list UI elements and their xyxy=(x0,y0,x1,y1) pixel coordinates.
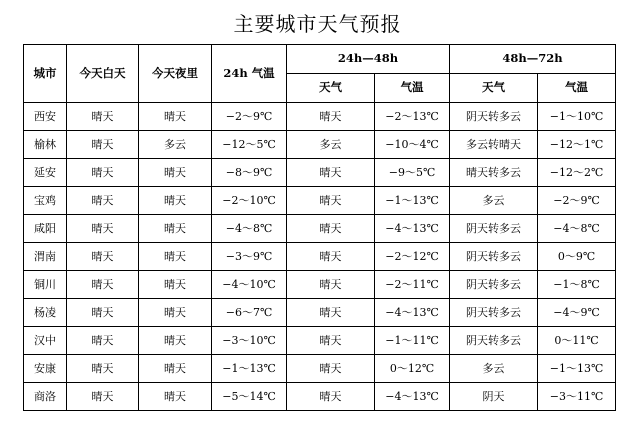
temp-48h-cell: −4～13℃ xyxy=(375,215,450,243)
city-cell: 商洛 xyxy=(24,383,67,411)
header-row-1 xyxy=(24,45,616,74)
table-row xyxy=(24,299,616,327)
temp-72h-cell: 0～9℃ xyxy=(538,243,616,271)
city-cell: 宝鸡 xyxy=(24,187,67,215)
city-cell: 咸阳 xyxy=(24,215,67,243)
weather-48h-cell: 晴天 xyxy=(287,187,375,215)
temp-24h-cell: −2～10℃ xyxy=(212,187,287,215)
today-day-cell: 晴天 xyxy=(67,243,139,271)
tonight-cell: 晴天 xyxy=(139,159,212,187)
table-row xyxy=(24,103,616,131)
temp-24h-cell: −12～5℃ xyxy=(212,131,287,159)
today-day-cell: 晴天 xyxy=(67,383,139,411)
table-row xyxy=(24,383,616,411)
weather-48h-cell: 晴天 xyxy=(287,383,375,411)
col-header-tonight: 今天夜里 xyxy=(139,45,212,103)
temp-48h-cell: −2～11℃ xyxy=(375,271,450,299)
weather-48h-cell: 晴天 xyxy=(287,215,375,243)
weather-72h-cell: 阴天转多云 xyxy=(450,215,538,243)
weather-72h-cell: 阴天转多云 xyxy=(450,243,538,271)
temp-48h-cell: −4～13℃ xyxy=(375,383,450,411)
today-day-cell: 晴天 xyxy=(67,215,139,243)
weather-72h-cell: 阴天转多云 xyxy=(450,271,538,299)
temp-24h-cell: −4～10℃ xyxy=(212,271,287,299)
weather-72h-cell: 阴天转多云 xyxy=(450,103,538,131)
tonight-cell: 多云 xyxy=(139,131,212,159)
weather-72h-cell: 多云 xyxy=(450,187,538,215)
temp-48h-cell: −4～13℃ xyxy=(375,299,450,327)
tonight-cell: 晴天 xyxy=(139,327,212,355)
today-day-cell: 晴天 xyxy=(67,103,139,131)
city-cell: 安康 xyxy=(24,355,67,383)
temp-48h-cell: −1～13℃ xyxy=(375,187,450,215)
city-cell: 铜川 xyxy=(24,271,67,299)
temp-48h-cell: −2～12℃ xyxy=(375,243,450,271)
temp-72h-cell: −1～13℃ xyxy=(538,355,616,383)
city-cell: 汉中 xyxy=(24,327,67,355)
temp-24h-cell: −3～10℃ xyxy=(212,327,287,355)
table-row xyxy=(24,243,616,271)
temp-48h-cell: −1～11℃ xyxy=(375,327,450,355)
weather-48h-cell: 晴天 xyxy=(287,243,375,271)
forecast-body xyxy=(24,103,616,411)
temp-72h-cell: 0～11℃ xyxy=(538,327,616,355)
tonight-cell: 晴天 xyxy=(139,187,212,215)
city-cell: 杨凌 xyxy=(24,299,67,327)
weather-48h-cell: 晴天 xyxy=(287,327,375,355)
table-row xyxy=(24,187,616,215)
tonight-cell: 晴天 xyxy=(139,355,212,383)
temp-72h-cell: −4～9℃ xyxy=(538,299,616,327)
city-cell: 延安 xyxy=(24,159,67,187)
tonight-cell: 晴天 xyxy=(139,299,212,327)
weather-48h-cell: 晴天 xyxy=(287,355,375,383)
col-group-24-48h: 24h—48h xyxy=(287,45,450,74)
temp-72h-cell: −1～8℃ xyxy=(538,271,616,299)
temp-72h-cell: −12～2℃ xyxy=(538,159,616,187)
table-row xyxy=(24,355,616,383)
temp-48h-cell: 0～12℃ xyxy=(375,355,450,383)
temp-24h-cell: −6～7℃ xyxy=(212,299,287,327)
tonight-cell: 晴天 xyxy=(139,271,212,299)
temp-72h-cell: −1～10℃ xyxy=(538,103,616,131)
col-header-temp-24h: 24h 气温 xyxy=(212,45,287,103)
table-row xyxy=(24,327,616,355)
forecast-table xyxy=(23,44,616,411)
city-cell: 西安 xyxy=(24,103,67,131)
temp-48h-cell: −2～13℃ xyxy=(375,103,450,131)
temp-48h-cell: −10～4℃ xyxy=(375,131,450,159)
tonight-cell: 晴天 xyxy=(139,215,212,243)
today-day-cell: 晴天 xyxy=(67,327,139,355)
temp-24h-cell: −4～8℃ xyxy=(212,215,287,243)
weather-72h-cell: 多云 xyxy=(450,355,538,383)
today-day-cell: 晴天 xyxy=(67,131,139,159)
today-day-cell: 晴天 xyxy=(67,355,139,383)
col-group-48-72h: 48h—72h xyxy=(450,45,616,74)
tonight-cell: 晴天 xyxy=(139,103,212,131)
col-header-weather-72h: 天气 xyxy=(450,74,538,103)
today-day-cell: 晴天 xyxy=(67,299,139,327)
temp-72h-cell: −4～8℃ xyxy=(538,215,616,243)
weather-48h-cell: 晴天 xyxy=(287,299,375,327)
col-header-city: 城市 xyxy=(24,45,67,103)
tonight-cell: 晴天 xyxy=(139,243,212,271)
col-header-temp-72h: 气温 xyxy=(538,74,616,103)
tonight-cell: 晴天 xyxy=(139,383,212,411)
temp-72h-cell: −2～9℃ xyxy=(538,187,616,215)
table-row xyxy=(24,271,616,299)
city-cell: 渭南 xyxy=(24,243,67,271)
temp-24h-cell: −1～13℃ xyxy=(212,355,287,383)
col-header-weather-48h: 天气 xyxy=(287,74,375,103)
today-day-cell: 晴天 xyxy=(67,187,139,215)
table-row xyxy=(24,159,616,187)
weather-72h-cell: 阴天 xyxy=(450,383,538,411)
weather-48h-cell: 晴天 xyxy=(287,271,375,299)
col-header-today-day: 今天白天 xyxy=(67,45,139,103)
weather-72h-cell: 阴天转多云 xyxy=(450,299,538,327)
table-row xyxy=(24,131,616,159)
temp-24h-cell: −5～14℃ xyxy=(212,383,287,411)
weather-72h-cell: 晴天转多云 xyxy=(450,159,538,187)
weather-72h-cell: 多云转晴天 xyxy=(450,131,538,159)
temp-24h-cell: −3～9℃ xyxy=(212,243,287,271)
temp-72h-cell: −12～1℃ xyxy=(538,131,616,159)
page-title: 主要城市天气预报 xyxy=(233,12,402,36)
city-cell: 榆林 xyxy=(24,131,67,159)
temp-72h-cell: −3～11℃ xyxy=(538,383,616,411)
col-header-temp-48h: 气温 xyxy=(375,74,450,103)
temp-24h-cell: −8～9℃ xyxy=(212,159,287,187)
table-row xyxy=(24,215,616,243)
today-day-cell: 晴天 xyxy=(67,271,139,299)
weather-48h-cell: 晴天 xyxy=(287,103,375,131)
weather-48h-cell: 多云 xyxy=(287,131,375,159)
weather-48h-cell: 晴天 xyxy=(287,159,375,187)
today-day-cell: 晴天 xyxy=(67,159,139,187)
temp-48h-cell: −9～5℃ xyxy=(375,159,450,187)
temp-24h-cell: −2～9℃ xyxy=(212,103,287,131)
weather-72h-cell: 阴天转多云 xyxy=(450,327,538,355)
